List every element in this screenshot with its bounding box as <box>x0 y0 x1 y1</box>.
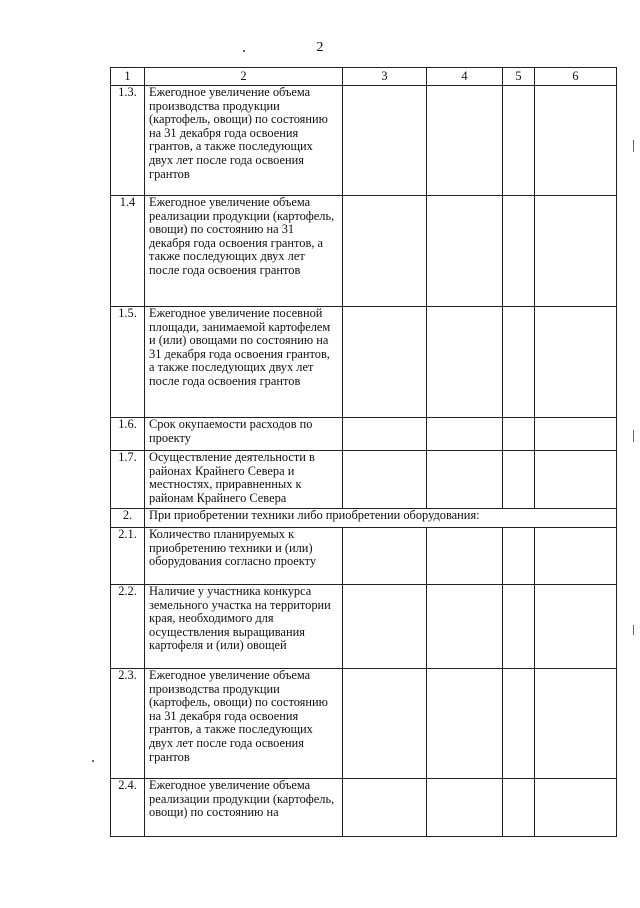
table-row <box>111 528 617 585</box>
section-title: При приобретении техники либо приобретении оборудования: <box>145 509 617 528</box>
table-row <box>111 585 617 669</box>
row-number: 2.1. <box>111 528 145 585</box>
row-number: 2.3. <box>111 669 145 779</box>
row-number: 1.4 <box>111 196 145 307</box>
row-number: 2.2. <box>111 585 145 669</box>
empty-cell <box>427 528 503 585</box>
table-row <box>111 196 617 307</box>
criteria-table <box>110 67 617 837</box>
empty-cell <box>343 86 427 196</box>
empty-cell <box>503 418 535 451</box>
scan-mark <box>633 430 634 442</box>
row-description: Ежегодное увеличение объема реализации продукции (картофель, овощи) по состоянию на <box>145 779 343 837</box>
empty-cell <box>535 779 617 837</box>
table-row <box>111 418 617 451</box>
column-header: 4 <box>427 68 503 86</box>
table-header-row <box>111 68 617 86</box>
empty-cell <box>503 307 535 418</box>
empty-cell <box>343 779 427 837</box>
table-row <box>111 451 617 509</box>
empty-cell <box>535 196 617 307</box>
scan-mark <box>92 760 94 762</box>
empty-cell <box>427 196 503 307</box>
empty-cell <box>343 196 427 307</box>
empty-cell <box>535 528 617 585</box>
empty-cell <box>535 585 617 669</box>
empty-cell <box>427 86 503 196</box>
empty-cell <box>427 779 503 837</box>
empty-cell <box>503 585 535 669</box>
row-description: Осуществление деятельности в районах Крайнего Севера и местностях, приравненных к районам Крайнего Севера <box>145 451 343 509</box>
empty-cell <box>503 196 535 307</box>
empty-cell <box>427 418 503 451</box>
table-row <box>111 86 617 196</box>
empty-cell <box>503 779 535 837</box>
row-number: 1.3. <box>111 86 145 196</box>
column-header: 5 <box>503 68 535 86</box>
section-row <box>111 509 617 528</box>
empty-cell <box>427 669 503 779</box>
column-header: 2 <box>145 68 343 86</box>
empty-cell <box>343 585 427 669</box>
row-description: Наличие у участника конкурса земельного участка на территории края, необходимого для осуществления выращивания картофеля и (или) овощей <box>145 585 343 669</box>
scan-mark <box>243 50 245 52</box>
column-header: 6 <box>535 68 617 86</box>
empty-cell <box>343 307 427 418</box>
empty-cell <box>503 528 535 585</box>
empty-cell <box>427 307 503 418</box>
scan-mark <box>633 140 634 152</box>
row-description: Срок окупаемости расходов по проекту <box>145 418 343 451</box>
empty-cell <box>427 451 503 509</box>
row-description: Ежегодное увеличение объема реализации продукции (картофель, овощи) по состоянию на 31 декабря года освоения грантов, а также последующих двух лет после года освоения грантов <box>145 196 343 307</box>
column-header: 1 <box>111 68 145 86</box>
row-number: 1.6. <box>111 418 145 451</box>
empty-cell <box>343 418 427 451</box>
row-description: Ежегодное увеличение объема производства продукции (картофель, овощи) по состоянию на 31 декабря года освоения грантов, а также последующих двух лет после года освоения грантов <box>145 669 343 779</box>
empty-cell <box>343 669 427 779</box>
empty-cell <box>427 585 503 669</box>
empty-cell <box>503 669 535 779</box>
scan-mark <box>633 625 634 635</box>
row-description: Ежегодное увеличение посевной площади, занимаемой картофелем и (или) овощами по состоянию на 31 декабря года освоения грантов, а также последующих двух лет после года освоения грантов <box>145 307 343 418</box>
row-description: Ежегодное увеличение объема производства продукции (картофель, овощи) по состоянию на 31 декабря года освоения грантов, а также последующих двух лет после года освоения грантов <box>145 86 343 196</box>
row-number: 2.4. <box>111 779 145 837</box>
table-row <box>111 307 617 418</box>
row-number: 1.5. <box>111 307 145 418</box>
row-number: 1.7. <box>111 451 145 509</box>
empty-cell <box>535 86 617 196</box>
empty-cell <box>503 86 535 196</box>
row-description: Количество планируемых к приобретению техники и (или) оборудования согласно проекту <box>145 528 343 585</box>
empty-cell <box>535 669 617 779</box>
page-number: 2 <box>316 40 324 55</box>
section-number: 2. <box>111 509 145 528</box>
column-header: 3 <box>343 68 427 86</box>
empty-cell <box>535 451 617 509</box>
empty-cell <box>343 451 427 509</box>
table-row <box>111 779 617 837</box>
empty-cell <box>343 528 427 585</box>
empty-cell <box>503 451 535 509</box>
empty-cell <box>535 307 617 418</box>
empty-cell <box>535 418 617 451</box>
table-row <box>111 669 617 779</box>
